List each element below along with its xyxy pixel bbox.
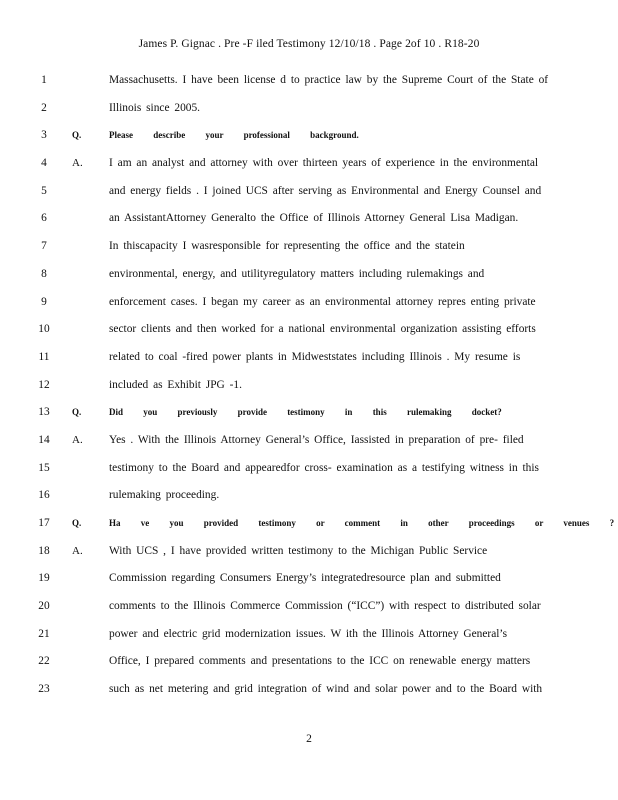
line-text: With UCS , I have provided written testimony to the Michigan Public Service: [109, 544, 488, 557]
testimony-line: [0, 125, 618, 153]
line-number: 17: [38, 517, 50, 529]
line-number: 22: [38, 655, 50, 668]
line-text: included as Exhibit JPG -1.: [109, 378, 242, 391]
testimony-line: [0, 375, 618, 403]
line-text: sector clients and then worked for a national environmental organization assisting efforts: [109, 323, 536, 336]
line-number: 3: [41, 129, 47, 142]
line-text: enforcement cases. I began my career as an environmental attorney repres enting private: [109, 295, 536, 308]
testimony-line: [0, 402, 618, 430]
line-number: 23: [38, 683, 50, 696]
testimony-line: [0, 568, 618, 596]
line-number: 11: [38, 350, 50, 363]
testimony-line: [0, 624, 618, 652]
line-text: Commission regarding Consumers Energy’s integratedresource plan and submitted: [109, 572, 501, 585]
speaker-label: A.: [72, 433, 83, 446]
line-number: 5: [41, 184, 47, 197]
line-text: power and electric grid modernization issues. W ith the Illinois Attorney General’s: [109, 627, 508, 640]
line-text: I am an analyst and attorney with over thirteen years of experience in the environmental: [109, 157, 539, 170]
question-text: Please describe your professional background.: [109, 130, 359, 141]
testimony-line: [0, 70, 618, 98]
line-text: comments to the Illinois Commerce Commission (“ICC”) with respect to distributed solar: [109, 600, 541, 613]
testimony-line: [0, 236, 618, 264]
speaker-label: Q.: [72, 518, 82, 528]
testimony-line: [0, 596, 618, 624]
testimony-line: [0, 347, 618, 375]
page-header: James P. Gignac . Pre -F iled Testimony 12/10/18 . Page 2of 10 . R18-20: [138, 38, 480, 50]
line-number: 20: [38, 600, 50, 613]
speaker-label: A.: [72, 544, 83, 557]
line-text: Illinois since 2005.: [109, 101, 201, 114]
line-number: 1: [41, 74, 47, 86]
line-text: testimony to the Board and appearedfor cross- examination as a testifying witness in this: [109, 461, 539, 474]
line-number: 21: [38, 627, 50, 640]
line-text: such as net metering and grid integration of wind and solar power and to the Board with: [109, 683, 543, 696]
speaker-label: Q.: [72, 407, 82, 418]
testimony-line: [0, 98, 618, 126]
testimony-line: [0, 292, 618, 320]
line-number: 18: [38, 544, 50, 557]
question-text: Did you previously provide testimony in this rulemaking docket?: [109, 407, 502, 418]
testimony-line: [0, 264, 618, 292]
line-number: 16: [38, 489, 50, 502]
line-text: Office, I prepared comments and presentations to the ICC on renewable energy matters: [109, 655, 531, 668]
line-text: In thiscapacity I wasresponsible for representing the office and the statein: [109, 240, 465, 253]
testimony-line: [0, 430, 618, 458]
testimony-line: [0, 208, 618, 236]
speaker-label: A.: [72, 157, 83, 170]
testimony-line: [0, 319, 618, 347]
line-text: an AssistantAttorney Generalto the Office of Illinois Attorney General Lisa Madigan.: [109, 212, 519, 225]
line-number: 13: [38, 406, 50, 419]
line-number: 6: [41, 212, 47, 225]
line-text: rulemaking proceeding.: [109, 489, 220, 502]
line-number: 7: [41, 240, 47, 253]
line-number: 9: [41, 295, 47, 308]
line-number: 2: [41, 101, 47, 114]
line-number: 10: [38, 323, 50, 336]
line-text: and energy fields . I joined UCS after serving as Environmental and Energy Counsel and: [109, 184, 542, 197]
question-text: Ha ve you provided testimony or comment in other proceedings or venues ?: [109, 518, 615, 528]
testimony-line: [0, 458, 618, 486]
speaker-label: Q.: [72, 130, 82, 141]
testimony-line: [0, 485, 618, 513]
testimony-line: [0, 541, 618, 569]
line-number: 14: [38, 433, 50, 446]
line-number: 12: [38, 378, 50, 391]
page-number: 2: [306, 733, 312, 745]
testimony-line: [0, 679, 618, 707]
line-text: environmental, energy, and utilityregulatory matters including rulemakings and: [109, 267, 485, 280]
line-number: 4: [41, 157, 47, 170]
testimony-line: [0, 153, 618, 181]
line-text: Massachusetts. I have been license d to practice law by the Supreme Court of the State of: [109, 74, 549, 86]
testimony-line: [0, 513, 618, 541]
testimony-line: [0, 651, 618, 679]
line-text: related to coal -fired power plants in Midweststates including Illinois . My resume is: [109, 350, 521, 363]
line-number: 19: [38, 572, 50, 585]
line-text: Yes . With the Illinois Attorney General’s Office, Iassisted in preparation of pre- filed: [109, 433, 524, 446]
testimony-lines: [0, 70, 618, 707]
line-number: 8: [41, 267, 47, 280]
line-number: 15: [38, 461, 50, 474]
testimony-line: [0, 181, 618, 209]
